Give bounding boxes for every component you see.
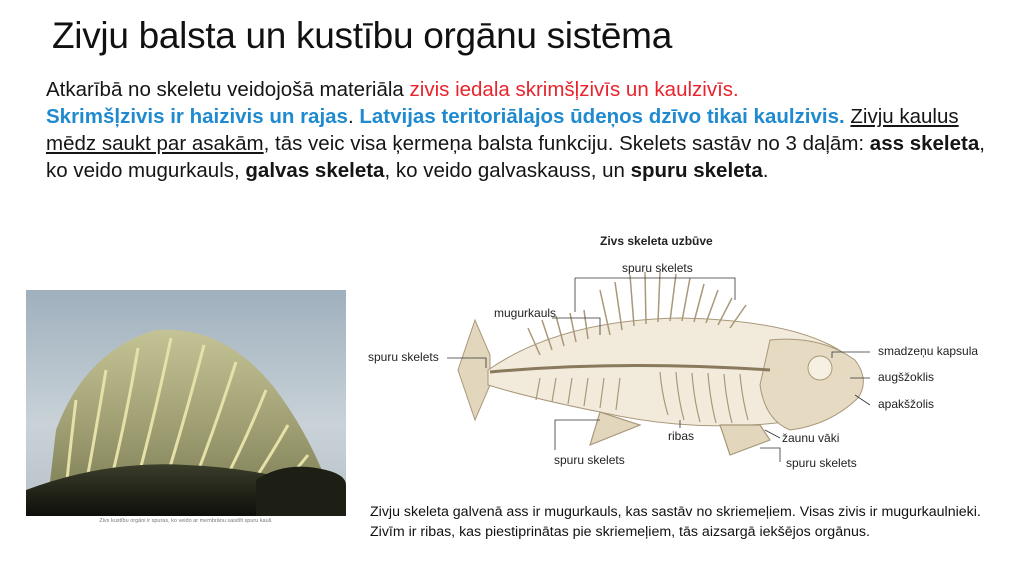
para-highlight-red: zivis iedala skrimšļzivīs un kaulzivīs. <box>409 78 739 101</box>
fin-photo-image <box>26 290 346 516</box>
label-spuru-skelets-bottom-left: spuru skelets <box>554 453 625 467</box>
label-spuru-skelets-left: spuru skelets <box>368 350 439 364</box>
para-highlight-blue-1: Skrimšļzivis ir haizivis un rajas <box>46 105 348 128</box>
para-text-1: Atkarībā no skeletu veidojošā materiāla <box>46 78 410 101</box>
label-apakszoklis: apakšžolis <box>878 397 935 411</box>
intro-paragraph <box>46 76 1006 184</box>
para-bold-spuru: spuru skeleta <box>630 159 763 182</box>
fish-fin-photo <box>26 290 346 516</box>
label-smadzenu-kapsula: smadzeņu kapsula <box>878 344 979 358</box>
label-spuru-skelets-bottom-right: spuru skelets <box>786 456 857 470</box>
diagram-title: Zivs skeleta uzbūve <box>600 234 713 248</box>
label-ribas: ribas <box>668 429 695 443</box>
para-text-6: , ko veido galvaskauss, un <box>384 159 631 182</box>
para-underlined: Zivju kaulus mēdz saukt par asakām <box>46 105 959 155</box>
label-augszoklis: augšžoklis <box>878 370 935 384</box>
para-highlight-blue-2: Latvijas teritoriālajos ūdeņos dzīvo tikai kaulzivis. <box>359 105 845 128</box>
para-text-5: , ko veido mugurkauls, <box>46 132 985 182</box>
photo-caption: Zivs kustību orgāni ir spuras, ko veido ar membrānu saistīti spuru kauli. <box>99 518 273 524</box>
slide-title: Zivju balsta un kustību orgānu sistēma <box>52 15 672 56</box>
para-bold-galvas: galvas skeleta <box>245 159 385 182</box>
para-text-2: . <box>347 105 360 128</box>
label-spuru-skelets-top: spuru skelets <box>622 261 693 275</box>
skeleton-description: Zivju skeleta galvenā ass ir mugurkauls, kas sastāv no skriemeļiem. Visas zivis ir mugurkaulnieki. Zivīm ir ribas, kas piestiprinātas pie skriemeļiem, tās aizsargā iekšējos orgānus. <box>370 504 981 540</box>
label-zaunu-vaki: žaunu vāki <box>782 431 840 445</box>
para-text-7: . <box>762 159 769 182</box>
para-bold-ass: ass skeleta <box>869 132 980 155</box>
para-text-4: , tās veic visa ķermeņa balsta funkciju. Skelets sastāv no 3 daļām: <box>263 132 870 155</box>
label-mugurkauls: mugurkauls <box>494 306 557 320</box>
